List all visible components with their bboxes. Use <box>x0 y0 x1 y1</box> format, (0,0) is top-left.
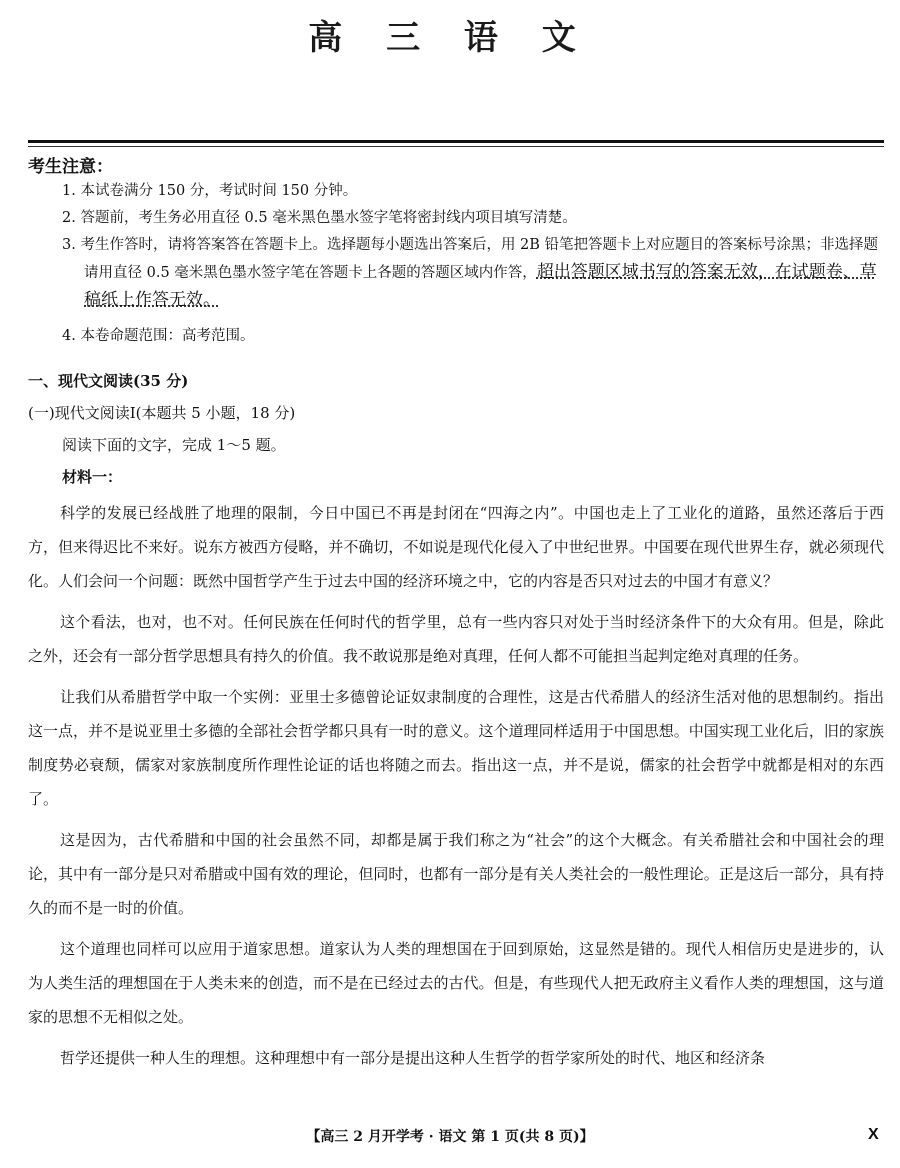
notice-item-1: 1. 本试卷满分 150 分，考试时间 150 分钟。 <box>62 183 358 199</box>
reading-instruction: 阅读下面的文字，完成 1～5 题。 <box>62 436 286 454</box>
page-title: 高 三 语 文 <box>308 18 592 58</box>
section-heading: 一、现代文阅读(35 分) <box>28 372 189 390</box>
notice-item-3-text: 3. 考生作答时，请将答案答在答题卡上。选择题每小题选出答案后，用 2B 铅笔把答题卡上对应题目的答案标号涂黑；非选择题请用直径 0.5 毫米黑色墨水签字笔在答题卡上各题的答题区域内作答， <box>62 237 879 281</box>
material-label: 材料一： <box>62 468 123 486</box>
notice-item-2: 2. 答题前，考生务必用直径 0.5 毫米黑色墨水签字笔将密封线内项目填写清楚。 <box>62 210 577 226</box>
paragraph: 哲学还提供一种人生的理想。这种理想中有一部分是提出这种人生哲学的哲学家所处的时代、地区和经济条 <box>60 1049 766 1067</box>
notice-item-3-emphasis: 超出答题区域书写的答案无效，在试题卷、草稿纸上作答无效。 <box>84 262 877 310</box>
footer-mark: X <box>868 1126 879 1143</box>
paragraph: 这个看法，也对，也不对。任何民族在任何时代的哲学里，总有一些内容只对处于当时经济条件下的大众有用。但是，除此之外，还会有一部分哲学思想具有持久的价值。我不敢说那是绝对真理，任何人都不可能担当起判定绝对真理的任务。 <box>28 613 884 665</box>
reading-passage <box>28 496 884 1082</box>
paragraph: 这个道理也同样可以应用于道家思想。道家认为人类的理想国在于回到原始，这显然是错的。现代人相信历史是进步的，认为人类生活的理想国在于人类未来的创造，而不是在已经过去的古代。但是，有些现代人把无政府主义看作人类的理想国，这与道家的思想不无相似之处。 <box>28 940 884 1026</box>
notice-item-4: 4. 本卷命题范围：高考范围。 <box>62 328 255 344</box>
paragraph: 这是因为，古代希腊和中国的社会虽然不同，却都是属于我们称之为“社会”的这个大概念。有关希腊社会和中国社会的理论，其中有一部分是只对希腊或中国有效的理论，但同时，也都有一部分是有关人类社会的一般性理论。正是这后一部分，具有持久的而不是一时的价值。 <box>28 831 884 917</box>
notice-item-3 <box>62 232 882 315</box>
notice-heading: 考生注意： <box>28 157 113 177</box>
notice-list <box>62 178 882 350</box>
section-subheading: (一)现代文阅读Ⅰ(本题共 5 小题，18 分) <box>28 404 296 422</box>
paragraph: 科学的发展已经战胜了地理的限制，今日中国已不再是封闭在“四海之内”。中国也走上了工业化的道路，虽然还落后于西方，但来得迟比不来好。说东方被西方侵略，并不确切，不如说是现代化侵入了中世纪世界。中国要在现代世界生存，就必须现代化。人们会问一个问题：既然中国哲学产生于过去中国的经济环境之中，它的内容是否只对过去的中国才有意义？ <box>28 504 884 590</box>
page-footer: 【高三 2 月开学考 · 语文 第 1 页(共 8 页)】 <box>306 1129 594 1145</box>
paragraph: 让我们从希腊哲学中取一个实例：亚里士多德曾论证奴隶制度的合理性，这是古代希腊人的经济生活对他的思想制约。指出这一点，并不是说亚里士多德的全部社会哲学都只具有一时的意义。这个道理同样适用于中国思想。中国实现工业化后，旧的家族制度势必衰颓，儒家对家族制度所作理性论证的话也将随之而去。指出这一点，并不是说，儒家的社会哲学中就都是相对的东西了。 <box>28 688 884 808</box>
header-divider <box>28 140 884 143</box>
header-divider-thin <box>28 146 884 147</box>
